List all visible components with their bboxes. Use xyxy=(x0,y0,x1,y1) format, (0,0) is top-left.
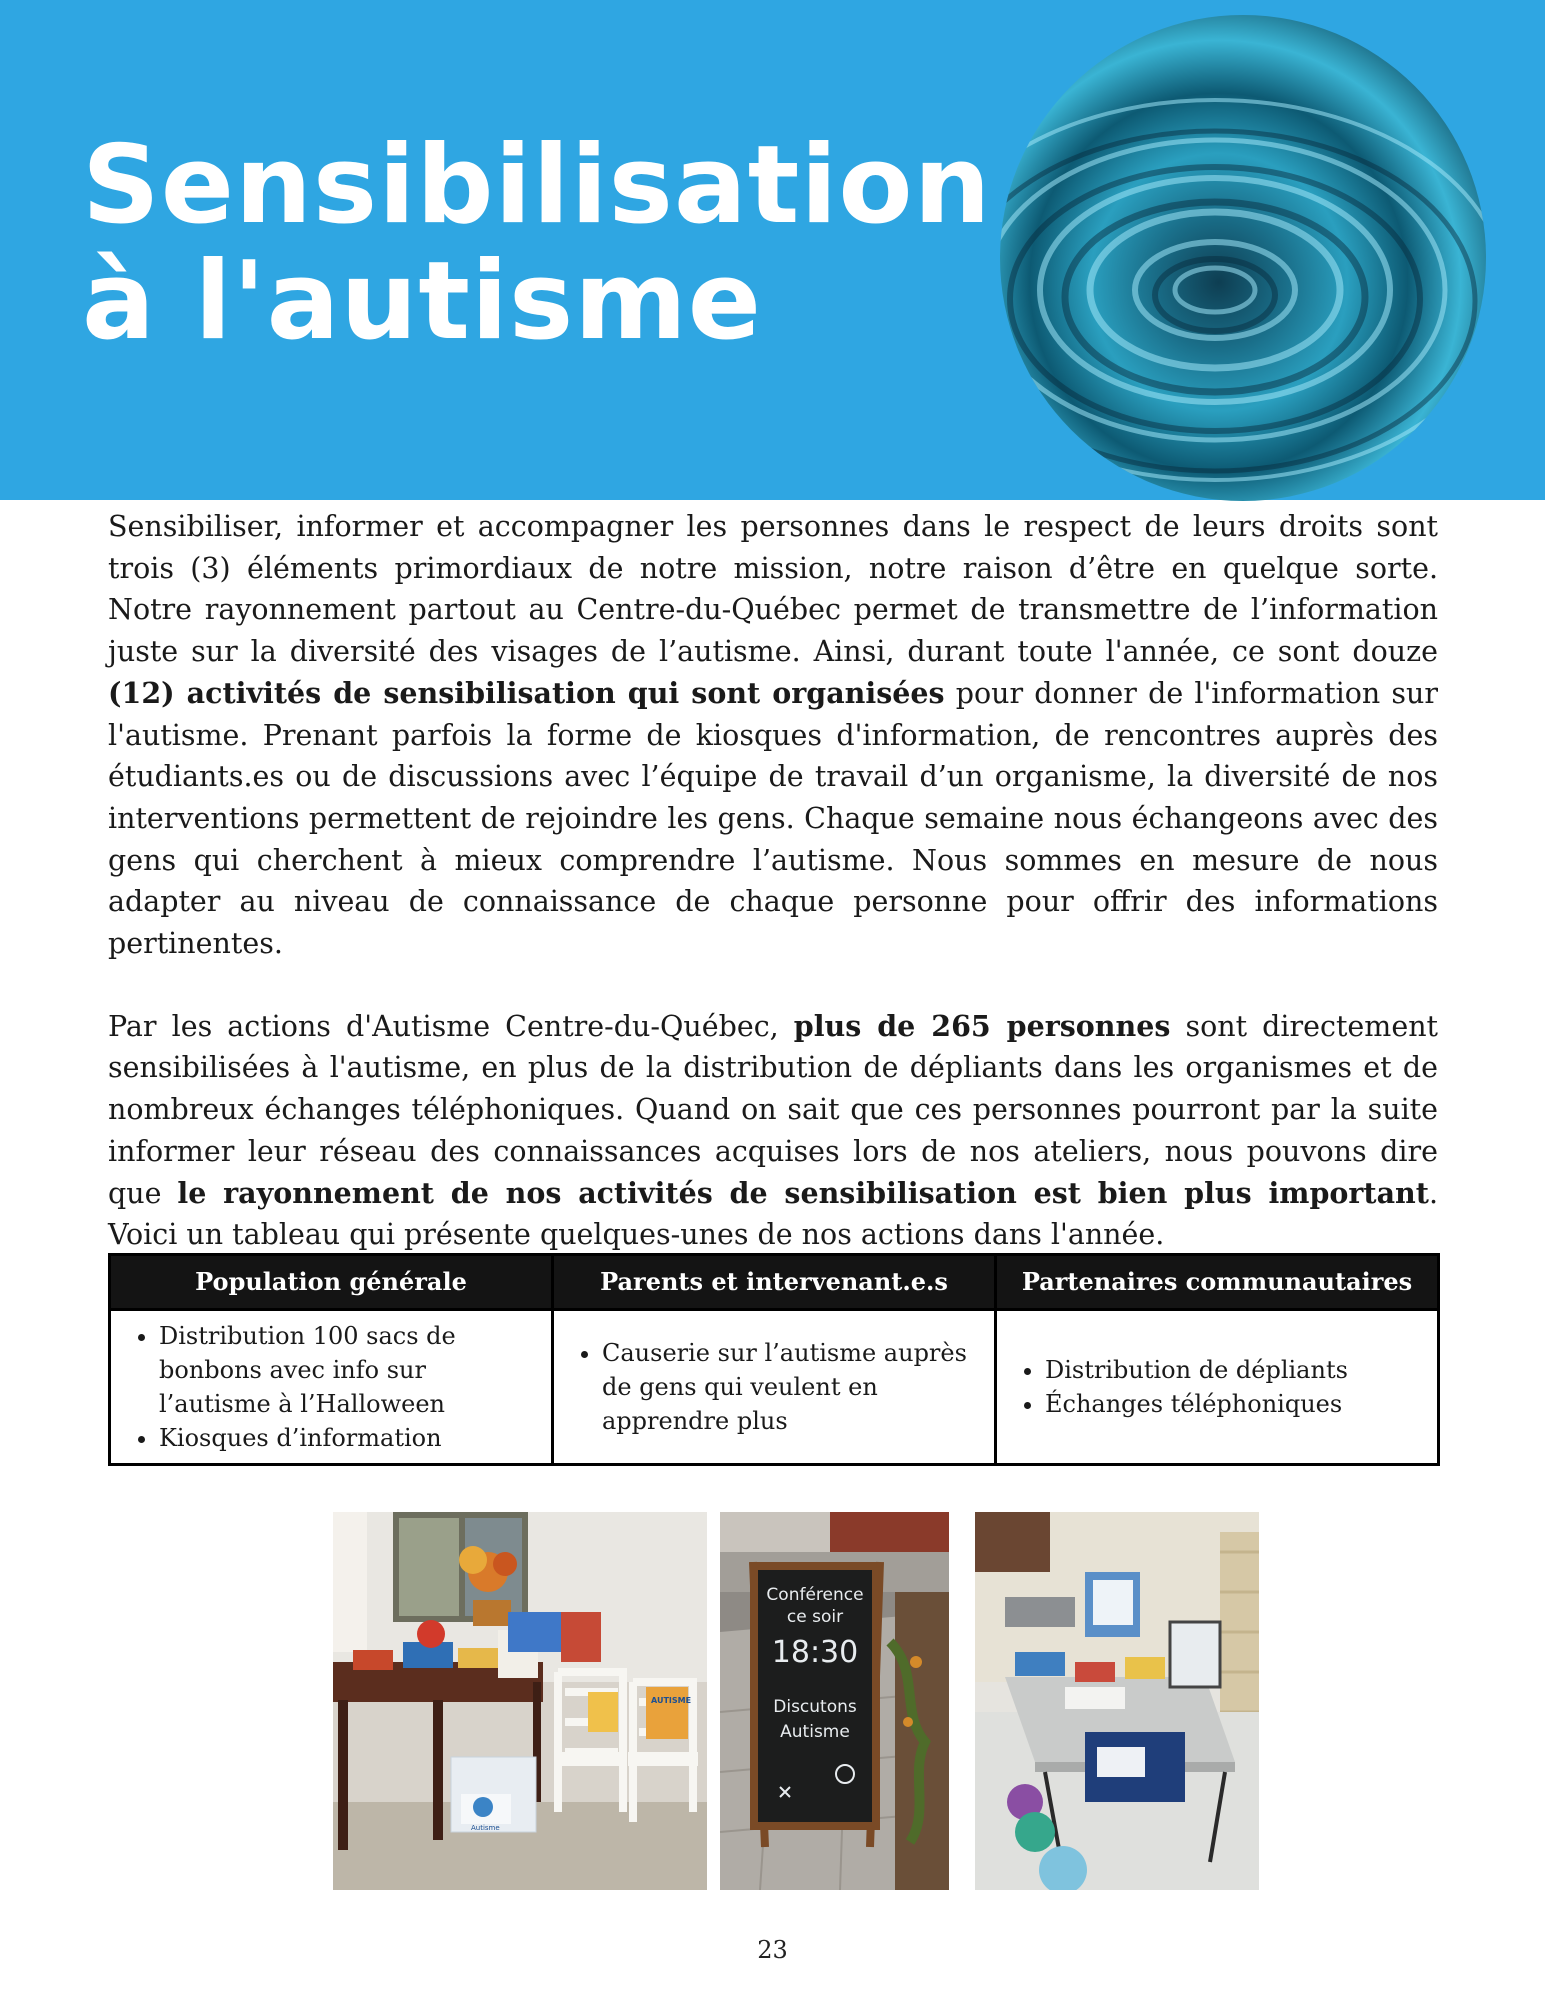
chalk-line-5: Autisme xyxy=(780,1722,850,1742)
autisme-book-label: AUTISME xyxy=(651,1696,692,1705)
column-header-partners: Partenaires communautaires xyxy=(996,1255,1439,1310)
table-cell-parents xyxy=(553,1310,996,1465)
paragraph-text: Sensibiliser, informer et accompagner les personnes dans le respect de leurs droits sont trois (3) éléments primordiaux de notre mission, notre raison d’être en quelque sorte. Notre rayonnement partout au Centre-du-Québec permet de transmettre de l’information juste sur la diversité des visages de l’autisme. Ainsi, durant toute l'année, ce sont douze xyxy=(108,510,1438,669)
emphasis-people-count: plus de 265 personnes xyxy=(793,1008,1171,1043)
emphasis-reach: le rayonnement de nos activités de sensibilisation est bien plus important xyxy=(177,1175,1429,1210)
page-title-line-2: à l'autisme xyxy=(82,239,763,364)
page-title-line-1: Sensibilisation xyxy=(82,123,992,248)
photo-conference-sign xyxy=(720,1512,949,1890)
list-item: • Causerie sur l’autisme auprès de gens qui veulent en apprendre plus xyxy=(602,1336,984,1438)
paragraph-text: sont directement sensibilisées à l'autisme, en plus de la distribution de dépliants dans les organismes et de nombreux échanges téléphoniques. Quand on sait que ces personnes pourront par la suite informer leur réseau des connaissances acquises lors de nos ateliers, nous pouvons dire que xyxy=(108,1009,1439,1210)
table-row xyxy=(110,1310,1439,1465)
paragraph-text: Par les actions d'Autisme Centre-du-Québec, xyxy=(108,1009,794,1043)
column-header-population: Population générale xyxy=(110,1255,553,1310)
chalk-line-2: ce soir xyxy=(786,1607,844,1627)
actions-table xyxy=(108,1253,1440,1466)
chalk-line-3: 18:30 xyxy=(771,1635,859,1670)
body-text xyxy=(108,506,1438,1256)
table-header-row xyxy=(110,1255,1439,1310)
paragraph-text: pour donner de l'information sur l'autisme. Prenant parfois la forme de kiosques d'information, de rencontres auprès des étudiants.es ou de discussions avec l’équipe de travail d’un organisme, la diversité de nos interventions permettent de rejoindre les gens. Chaque semaine nous échangeons avec des gens qui cherchent à mieux comprendre l’autisme. Nous sommes en mesure de nous adapter au niveau de connaissance de chaque personne pour offrir des informations pertinentes. xyxy=(108,676,1438,961)
photo-kiosk-room xyxy=(333,1512,707,1890)
water-ripple-image xyxy=(1000,15,1486,501)
table-cell-population xyxy=(110,1310,553,1465)
paragraph-mission xyxy=(108,506,1438,965)
column-header-parents: Parents et intervenant.e.s xyxy=(553,1255,996,1310)
list-item: • Distribution de dépliants xyxy=(1045,1353,1427,1387)
list-item: • Kiosques d’information xyxy=(159,1421,541,1455)
list-item: • Distribution 100 sacs de bonbons avec info sur l’autisme à l’Halloween xyxy=(159,1319,541,1421)
list-item: • Échanges téléphoniques xyxy=(1045,1387,1427,1421)
autisme-bin-label: Autisme xyxy=(471,1824,500,1832)
chalk-line-1: Conférence xyxy=(766,1585,864,1605)
page-number: 23 xyxy=(757,1936,788,1964)
photo-info-table xyxy=(975,1512,1259,1890)
paragraph-reach xyxy=(108,1006,1438,1256)
emphasis-activities: (12) activités de sensibilisation qui sont organisées xyxy=(108,675,945,710)
chalk-line-4: Discutons xyxy=(773,1697,857,1717)
paragraph-text: . Voici un tableau qui présente quelques-unes de nos actions dans l'année. xyxy=(108,1176,1438,1252)
table-cell-partners xyxy=(996,1310,1439,1465)
page-title xyxy=(82,123,992,364)
